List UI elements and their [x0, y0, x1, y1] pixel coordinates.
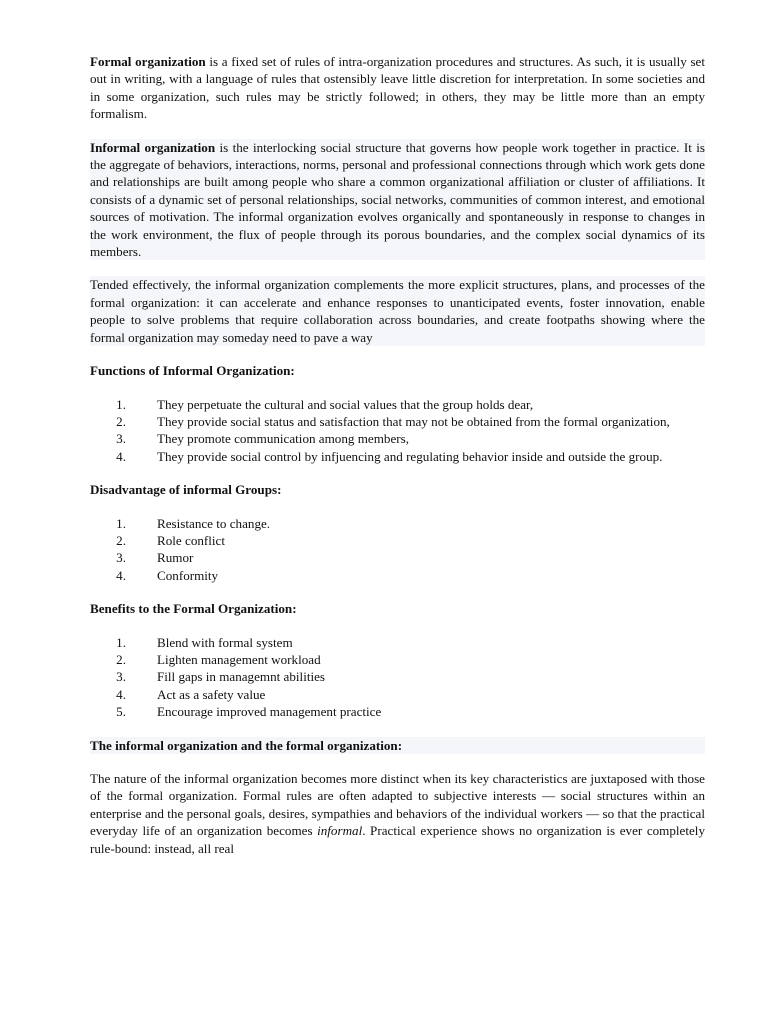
- comparison-text-after: . Practical experience shows no organization is ever completely rule-bound: instead, all real: [90, 823, 705, 856]
- list-item: [90, 651, 705, 668]
- disadvantages-list: [90, 515, 705, 585]
- list-number: 2.: [116, 532, 126, 548]
- list-item-text: They promote communication among members,: [157, 431, 409, 447]
- list-item-text: Fill gaps in managemnt abilities: [157, 669, 326, 685]
- list-number: 1.: [116, 396, 126, 412]
- list-item: [90, 430, 705, 447]
- list-item-text: Rumor: [157, 550, 194, 566]
- informal-organization-text: is the interlocking social structure that governs how people work together in practice. It is the aggregate of behaviors, interactions, norms, personal and professional connections through which work gets done and relationships are built among people who share a common organizational affiliation or cluster of affiliations. It consists of a dynamic set of personal relationships, social networks, communities of common interest, and emotional sources of motivation. The informal organization evolves organically and spontaneously in response to changes in the work environment, the flux of people through its porous boundaries, and the complex social dynamics of its members.: [90, 139, 705, 260]
- list-item-text: They provide social status and satisfaction that may not be obtained from the formal organization,: [157, 413, 670, 429]
- comparison-italic-word: informal: [317, 823, 363, 839]
- list-item-text: Encourage improved management practice: [157, 704, 382, 720]
- list-item-text: They provide social control by infjuencing and regulating behavior inside and outside the group.: [157, 448, 663, 464]
- list-item: [90, 668, 705, 685]
- benefits-heading: Benefits to the Formal Organization:: [90, 601, 297, 617]
- list-number: 3.: [116, 550, 126, 566]
- informal-organization-term: Informal organization: [90, 139, 216, 155]
- list-item-text: Conformity: [157, 567, 219, 583]
- list-item: [90, 549, 705, 566]
- list-number: 3.: [116, 669, 126, 685]
- list-number: 2.: [116, 413, 126, 429]
- list-item: [90, 567, 705, 584]
- list-item: [90, 703, 705, 720]
- comparison-paragraph: [90, 770, 705, 857]
- formal-organization-text: is a fixed set of rules of intra-organization procedures and structures. As such, it is usually set out in writing, with a language of rules that ostensibly leave little discretion for interpretation. In some societies and in some organization, such rules may be strictly followed; in others, they may be little more than an empty formalism.: [90, 54, 705, 122]
- formal-organization-term: Formal organization: [90, 54, 206, 69]
- list-item-text: Resistance to change.: [157, 515, 271, 531]
- list-number: 3.: [116, 431, 126, 447]
- list-item: [90, 634, 705, 651]
- list-number: 1.: [116, 634, 126, 650]
- informal-organization-paragraph: [90, 139, 705, 261]
- list-item: [90, 532, 705, 549]
- list-number: 5.: [116, 704, 126, 720]
- formal-organization-paragraph: [90, 53, 705, 123]
- functions-heading: Functions of Informal Organization:: [90, 363, 295, 379]
- tended-paragraph: Tended effectively, the informal organization complements the more explicit structures, plans, and processes of the formal organization: it can accelerate and enhance responses to unanticipated events, foster innovation, enable people to solve problems that require collaboration across boundaries, and create footpaths showing where the formal organization may someday need to pave a way: [90, 277, 705, 345]
- list-number: 2.: [116, 651, 126, 667]
- comparison-heading: The informal organization and the formal organization:: [90, 737, 705, 754]
- list-item: [90, 396, 705, 413]
- disadvantages-heading: Disadvantage of informal Groups:: [90, 482, 282, 498]
- functions-list: [90, 396, 705, 466]
- list-number: 4.: [116, 448, 126, 464]
- list-item: [90, 515, 705, 532]
- list-item-text: Act as a safety value: [157, 686, 266, 702]
- comparison-text-before: The nature of the informal organization becomes more distinct when its key characteristics are juxtaposed with those of the formal organization. Formal rules are often adapted to subjective interests — social structures within an enterprise and the personal goals, desires, sympathies and behaviors of the individual workers — so that the practical everyday life of an organization becomes: [90, 771, 705, 839]
- list-item: [90, 448, 705, 465]
- benefits-list: [90, 634, 705, 721]
- list-number: 4.: [116, 567, 126, 583]
- list-item-text: Lighten management workload: [157, 651, 321, 667]
- list-number: 1.: [116, 515, 126, 531]
- list-item-text: They perpetuate the cultural and social values that the group holds dear,: [157, 396, 534, 412]
- list-item: [90, 686, 705, 703]
- list-item-text: Role conflict: [157, 532, 225, 548]
- list-item: [90, 413, 705, 430]
- list-item-text: Blend with formal system: [157, 634, 293, 650]
- list-number: 4.: [116, 686, 126, 702]
